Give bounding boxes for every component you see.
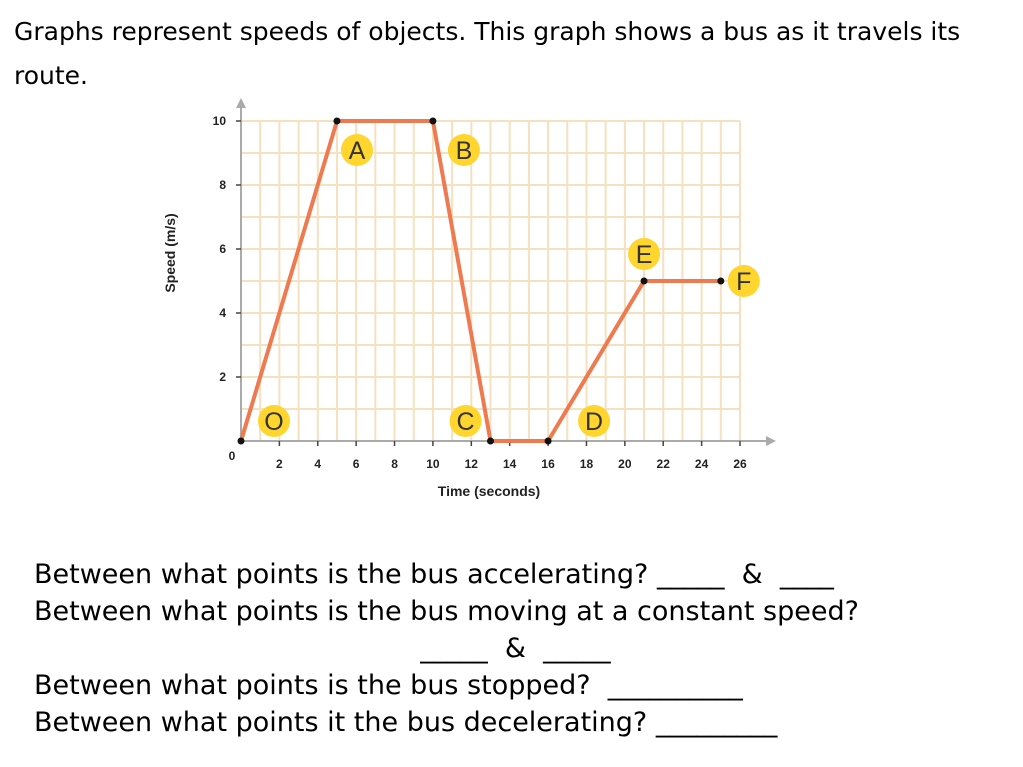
x-tick-label: 2 (276, 457, 283, 471)
intro-line-1: Graphs represent speeds of objects. This graph shows a bus as it travels its (14, 17, 961, 46)
y-tick-label: 8 (219, 178, 226, 192)
data-point-dot (717, 278, 724, 285)
data-point-dot (545, 438, 552, 445)
origin-label: 0 (228, 449, 236, 463)
x-tick-label: 8 (391, 457, 398, 471)
point-d-label: D (585, 408, 604, 436)
x-tick-label: 24 (694, 457, 709, 471)
x-tick-label: 6 (352, 457, 360, 471)
x-tick-label: 22 (656, 457, 670, 471)
data-point-dot (429, 118, 436, 125)
data-point-dot (238, 438, 245, 445)
x-tick-label: 16 (541, 457, 555, 471)
x-axis-arrow (766, 436, 776, 446)
x-tick-label: 10 (426, 457, 440, 471)
point-e-label: E (635, 241, 653, 269)
y-tick-label: 4 (219, 306, 226, 320)
intro-line-2: route. (14, 61, 88, 90)
question-stopped: Between what points is the bus stopped? __________ (34, 670, 743, 701)
x-tick-label: 12 (464, 457, 478, 471)
point-f-label: F (736, 268, 752, 296)
data-point-dot (487, 438, 494, 445)
x-tick-label: 20 (618, 457, 632, 471)
question-list (34, 556, 859, 741)
y-tick-label: 2 (219, 370, 226, 384)
question-constant-speed: Between what points is the bus moving at a constant speed? (34, 596, 859, 627)
x-axis-title: Time (seconds) (437, 483, 541, 499)
point-o-label: O (264, 408, 284, 436)
point-a-label: A (348, 137, 366, 165)
x-tick-label: 4 (314, 457, 322, 471)
question-accelerating: Between what points is the bus accelerating? _____ & ____ (34, 559, 834, 590)
y-tick-label: 10 (212, 114, 226, 128)
data-point-dot (641, 278, 648, 285)
point-b-label: B (455, 137, 473, 165)
data-point-dot (333, 118, 340, 125)
x-tick-label: 26 (733, 457, 747, 471)
x-tick-label: 14 (503, 457, 517, 471)
y-tick-label: 6 (219, 242, 226, 256)
y-axis-title: Speed (m/s) (162, 213, 178, 293)
point-c-label: C (456, 408, 475, 436)
y-axis-arrow (236, 98, 246, 108)
question-constant-speed-blanks: _____ & _____ (34, 633, 611, 664)
x-tick-label: 18 (579, 457, 594, 471)
question-decelerating: Between what points it the bus decelerating? _________ (34, 707, 778, 738)
